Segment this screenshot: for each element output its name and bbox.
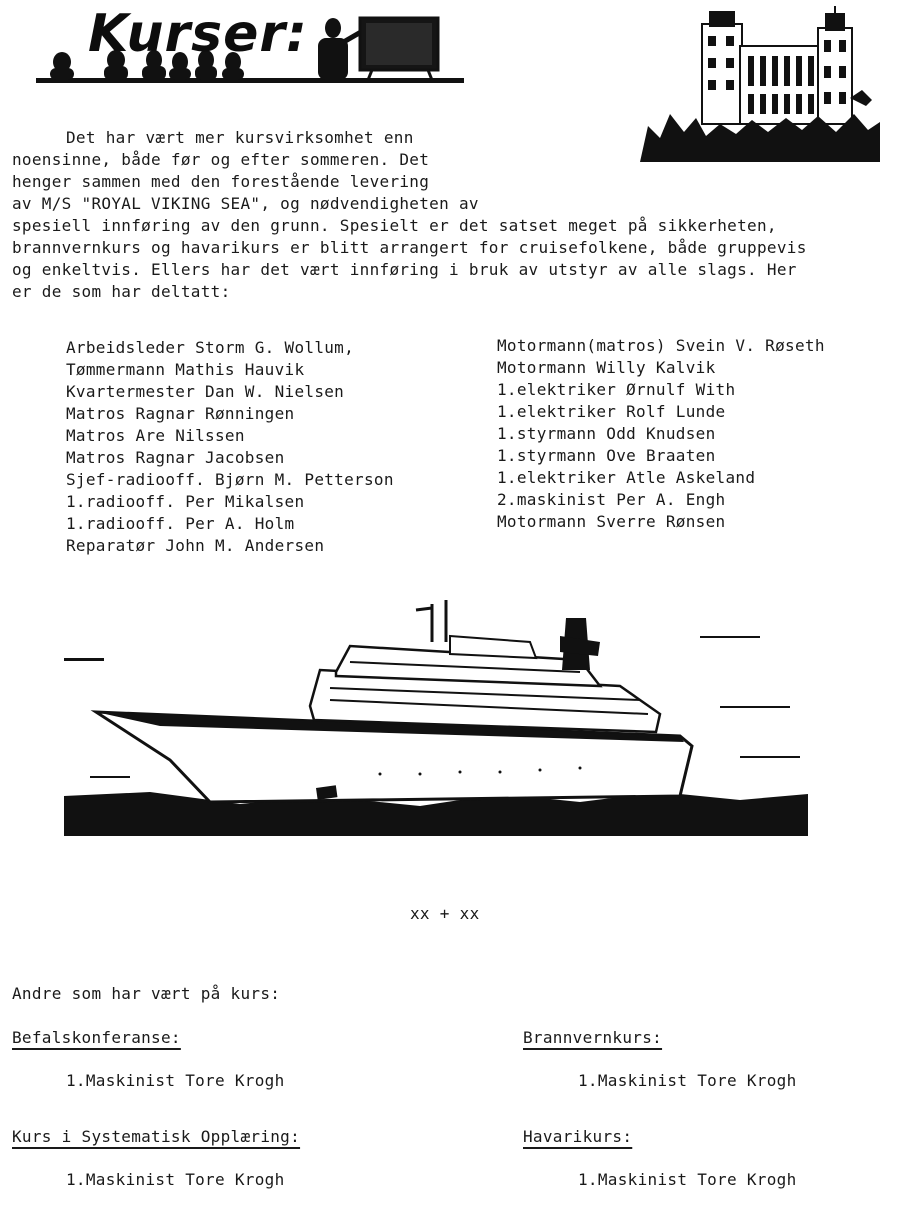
separator: xx + xx: [410, 904, 480, 923]
participant-item: 1.elektriker Ørnulf With: [497, 380, 736, 399]
participant-item: Motormann(matros) Svein V. Røseth: [497, 336, 825, 355]
participant-item: 2.maskinist Per A. Engh: [497, 490, 726, 509]
intro-line: Det har vært mer kursvirksomhet enn: [66, 128, 414, 147]
intro-line: er de som har deltatt:: [12, 282, 231, 301]
course-title: Kurs i Systematisk Opplæring:: [12, 1127, 301, 1146]
participant-item: 1.elektriker Atle Askeland: [497, 468, 756, 487]
course-person: 1.Maskinist Tore Krogh: [66, 1071, 285, 1090]
intro-line: noensinne, både før og efter sommeren. Det: [12, 150, 430, 169]
participant-item: Arbeidsleder Storm G. Wollum,: [66, 338, 355, 357]
participant-item: Reparatør John M. Andersen: [66, 536, 325, 555]
participant-item: 1.styrmann Ove Braaten: [497, 446, 716, 465]
participant-item: Tømmermann Mathis Hauvik: [66, 360, 305, 379]
others-intro: Andre som har vært på kurs:: [12, 984, 281, 1003]
intro-line: av M/S "ROYAL VIKING SEA", og nødvendigheten av: [12, 194, 479, 213]
participant-item: Motormann Willy Kalvik: [497, 358, 716, 377]
course-person: 1.Maskinist Tore Krogh: [578, 1170, 797, 1189]
course-title: Havarikurs:: [523, 1127, 633, 1146]
course-title: Brannvernkurs:: [523, 1028, 663, 1047]
participant-item: Matros Ragnar Rønningen: [66, 404, 295, 423]
participant-item: Kvartermester Dan W. Nielsen: [66, 382, 345, 401]
participant-item: Sjef-radiooff. Bjørn M. Petterson: [66, 470, 394, 489]
participant-item: 1.styrmann Odd Knudsen: [497, 424, 716, 443]
ship-illustration: [60, 596, 812, 846]
participant-item: Motormann Sverre Rønsen: [497, 512, 726, 531]
intro-line: og enkeltvis. Ellers har det vært innføring i bruk av utstyr av alle slags. Her: [12, 260, 797, 279]
participant-item: 1.radiooff. Per A. Holm: [66, 514, 295, 533]
course-title: Befalskonferanse:: [12, 1028, 181, 1047]
participant-item: Matros Ragnar Jacobsen: [66, 448, 285, 467]
course-person: 1.Maskinist Tore Krogh: [66, 1170, 285, 1189]
participant-item: 1.radiooff. Per Mikalsen: [66, 492, 305, 511]
participant-item: Matros Are Nilssen: [66, 426, 245, 445]
intro-line: brannvernkurs og havarikurs er blitt arrangert for cruisefolkene, både gruppevis: [12, 238, 807, 257]
participant-item: 1.elektriker Rolf Lunde: [497, 402, 726, 421]
page-title: Kurser:: [88, 4, 308, 64]
building-illustration: [640, 6, 880, 162]
intro-line: henger sammen med den forestående levering: [12, 172, 430, 191]
course-person: 1.Maskinist Tore Krogh: [578, 1071, 797, 1090]
intro-line: spesiell innføring av den grunn. Spesielt er det satset meget på sikkerheten,: [12, 216, 777, 235]
